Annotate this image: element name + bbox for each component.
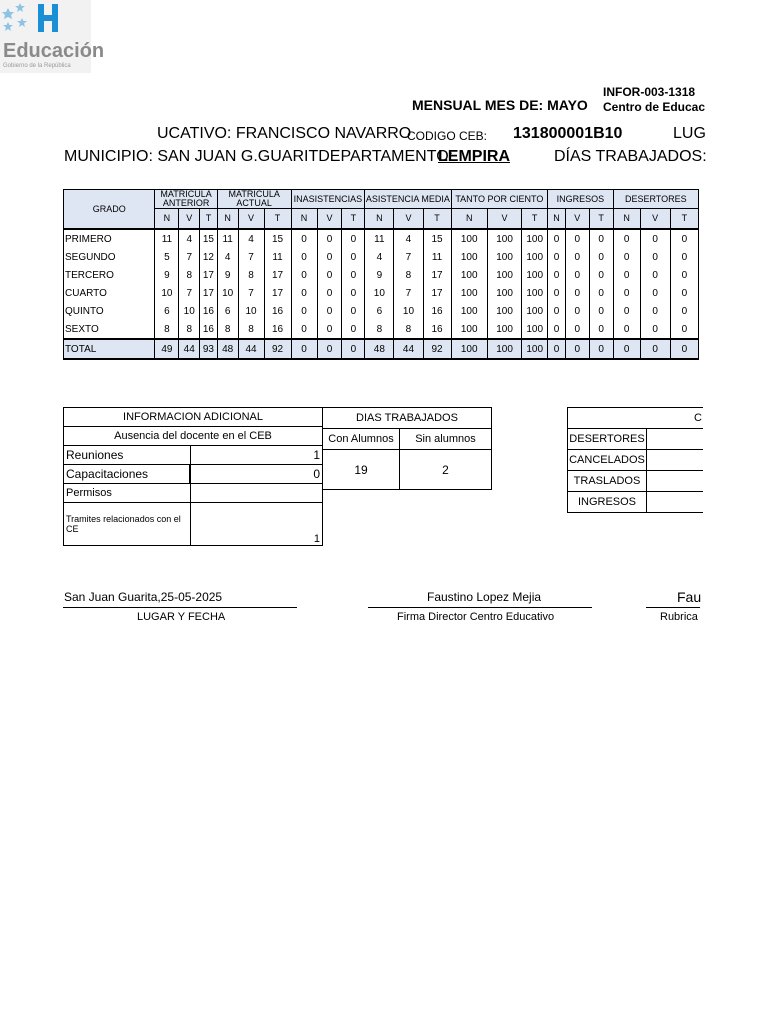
sub-header: V [394,209,423,230]
table-cell: 16 [264,302,291,320]
municipio-label: MUNICIPIO: SAN JUAN G.GUARITDEPARTAMENTO: [64,148,454,165]
rubrica-line [646,607,700,608]
table-cell: 0 [548,320,566,339]
report-title: MENSUAL MES DE: MAYO [412,97,588,113]
table-cell: 10 [394,302,423,320]
group-header: TANTO POR CIENTO [451,190,548,209]
place-date-label: LUGAR Y FECHA [137,611,226,623]
grado-header: GRADO [64,190,155,230]
sub-header: T [342,209,365,230]
info-title: INFORMACION ADICIONAL [64,408,323,427]
table-cell: 12 [200,248,218,266]
table-cell: 7 [238,284,264,302]
con-alumnos-label: Con Alumnos [323,429,400,450]
director-line [368,607,592,608]
place-date-line [63,607,297,608]
table-cell: 0 [342,248,365,266]
table-cell: 0 [317,229,342,248]
table-cell: 0 [548,284,566,302]
table-cell: 11 [423,248,451,266]
grade-label: QUINTO [64,302,155,320]
table-cell: 100 [522,248,548,266]
table-cell: 0 [613,248,640,266]
table-cell: 0 [589,339,613,359]
days-worked-table [322,407,492,490]
sub-header: N [217,209,238,230]
table-cell: 100 [451,266,487,284]
sub-header: V [565,209,589,230]
table-cell: 7 [238,248,264,266]
table-cell: 10 [179,302,200,320]
table-cell: 0 [342,320,365,339]
table-cell: 4 [394,229,423,248]
table-cell: 0 [548,339,566,359]
table-cell: 0 [548,248,566,266]
table-cell: 100 [451,248,487,266]
rubrica-label: Rubrica [660,611,698,623]
table-cell: 0 [291,320,317,339]
table-cell: 0 [565,339,589,359]
table-cell: 0 [317,248,342,266]
table-row [64,284,699,302]
table-row [64,248,699,266]
table-row [64,302,699,320]
sub-header: V [487,209,521,230]
table-cell: 92 [423,339,451,359]
table-cell: 7 [179,248,200,266]
traslados-label: TRASLADOS [568,471,647,492]
table-cell: 0 [613,339,640,359]
table-cell: 0 [291,302,317,320]
table-cell: 0 [613,320,640,339]
table-cell: 15 [200,229,218,248]
grade-label: TOTAL [64,339,155,359]
table-cell: 17 [200,266,218,284]
table-cell: 0 [640,284,670,302]
table-cell: 8 [238,320,264,339]
table-cell: 4 [365,248,394,266]
table-cell: 0 [565,248,589,266]
table-cell: 8 [217,320,238,339]
table-cell: 100 [522,320,548,339]
sub-header: T [589,209,613,230]
reuniones-value: 1 [190,446,322,465]
group-header: INGRESOS [548,190,613,209]
table-cell: 8 [394,266,423,284]
table-cell: 0 [670,320,698,339]
table-cell: 0 [291,229,317,248]
tramites-label: Tramites relacionados con el CE [64,503,191,546]
table-cell: 0 [291,248,317,266]
table-cell: 0 [317,284,342,302]
place-date: San Juan Guarita,25-05-2025 [64,590,223,604]
director-name: Faustino Lopez Mejia [427,590,542,604]
table-cell: 0 [589,302,613,320]
table-cell: 44 [179,339,200,359]
sin-alumnos-label: Sin alumnos [400,429,492,450]
grade-label: CUARTO [64,284,155,302]
table-cell: 0 [613,266,640,284]
table-cell: 6 [217,302,238,320]
grade-label: PRIMERO [64,229,155,248]
table-cell: 8 [394,320,423,339]
dias-trabajados-label: DÍAS TRABAJADOS: [554,148,707,165]
table-cell: 4 [238,229,264,248]
table-cell: 100 [451,284,487,302]
table-cell: 44 [394,339,423,359]
ingresos-label: INGRESOS [568,492,647,513]
sub-header: N [548,209,566,230]
table-cell: 0 [342,339,365,359]
sub-header: N [365,209,394,230]
table-cell: 11 [365,229,394,248]
table-cell: 10 [155,284,179,302]
table-cell: 8 [238,266,264,284]
table-cell: 0 [317,320,342,339]
table-cell: 16 [423,302,451,320]
table-cell: 93 [200,339,218,359]
table-cell: 0 [342,266,365,284]
table-cell: 4 [179,229,200,248]
table-cell: 100 [487,320,521,339]
table-cell: 0 [613,229,640,248]
table-cell: 0 [317,266,342,284]
table-cell: 0 [670,284,698,302]
table-cell: 44 [238,339,264,359]
permisos-value [190,484,322,503]
table-cell: 0 [548,266,566,284]
table-cell: 17 [423,284,451,302]
table-cell: 8 [365,320,394,339]
table-cell: 15 [264,229,291,248]
sub-header: N [291,209,317,230]
table-cell: 100 [522,284,548,302]
table-cell: 0 [670,339,698,359]
table-cell: 0 [589,248,613,266]
con-alumnos-value: 19 [323,450,400,490]
table-cell: 100 [487,302,521,320]
table-cell: 100 [451,339,487,359]
table-cell: 17 [200,284,218,302]
ceb-label: CODIGO CEB: [407,129,488,143]
table-cell: 100 [487,339,521,359]
table-cell: 0 [640,320,670,339]
table-cell: 100 [451,320,487,339]
grade-label: SEGUNDO [64,248,155,266]
sub-header: V [238,209,264,230]
table-cell: 17 [264,266,291,284]
table-cell: 7 [394,284,423,302]
logo-subtext: Gobierno de la República [3,63,71,69]
sub-header: N [451,209,487,230]
table-cell: 16 [264,320,291,339]
table-cell: 8 [155,320,179,339]
table-cell: 0 [565,229,589,248]
table-cell: 0 [640,266,670,284]
form-code: INFOR-003-1318 [603,85,696,99]
director-label: Firma Director Centro Educativo [397,611,555,623]
group-header: MATRICULA ANTERIOR [155,190,217,209]
table-cell: 10 [365,284,394,302]
group-header: MATRICULA ACTUAL [217,190,291,209]
table-cell: 0 [589,266,613,284]
sub-header: T [264,209,291,230]
lugar-label: LUG [673,125,706,142]
group-header: INASISTENCIAS [291,190,365,209]
table-cell: 6 [155,302,179,320]
table-cell: 48 [365,339,394,359]
sub-header: T [200,209,218,230]
group-header: DESERTORES [613,190,698,209]
table-cell: 100 [522,302,548,320]
table-cell: 0 [589,229,613,248]
table-cell: 0 [548,302,566,320]
table-cell: 100 [451,302,487,320]
table-cell: 0 [317,302,342,320]
table-cell: 11 [264,248,291,266]
table-cell: 5 [155,248,179,266]
table-cell: 0 [613,284,640,302]
movement-table [567,407,703,513]
logo-word: Educación [3,40,105,62]
movement-title: C [568,408,704,429]
cancelados-label: CANCELADOS [568,450,647,471]
table-cell: 0 [640,302,670,320]
grade-label: TERCERO [64,266,155,284]
sub-header: N [613,209,640,230]
table-cell: 11 [155,229,179,248]
sub-header: T [423,209,451,230]
table-cell: 7 [394,248,423,266]
table-cell: 100 [522,339,548,359]
table-cell: 49 [155,339,179,359]
table-row [64,266,699,284]
attendance-table [63,189,699,360]
table-cell: 4 [217,248,238,266]
table-cell: 8 [179,320,200,339]
table-cell: 0 [317,339,342,359]
sub-header: V [640,209,670,230]
table-cell: 0 [291,266,317,284]
table-cell: 0 [640,339,670,359]
table-cell: 11 [217,229,238,248]
table-cell: 0 [613,302,640,320]
table-cell: 0 [589,320,613,339]
table-cell: 6 [365,302,394,320]
rubrica-name: Fau [677,589,702,605]
table-cell: 0 [589,284,613,302]
table-cell: 0 [548,229,566,248]
table-cell: 100 [522,266,548,284]
table-cell: 100 [487,284,521,302]
group-header: ASISTENCIA MEDIA [365,190,451,209]
sub-header: V [317,209,342,230]
table-row [64,320,699,339]
logo-h-icon [0,0,91,40]
table-cell: 0 [565,284,589,302]
grade-label: SEXTO [64,320,155,339]
table-cell: 0 [342,284,365,302]
table-cell: 17 [264,284,291,302]
table-cell: 0 [640,229,670,248]
table-cell: 16 [423,320,451,339]
table-cell: 10 [238,302,264,320]
table-cell: 8 [179,266,200,284]
table-cell: 100 [487,229,521,248]
capacitaciones-value: 0 [190,465,322,484]
table-cell: 0 [342,229,365,248]
center-name: UCATIVO: FRANCISCO NAVARRO [157,125,412,142]
table-cell: 92 [264,339,291,359]
sin-alumnos-value: 2 [400,450,492,490]
days-title: DIAS TRABAJADOS [323,408,492,429]
ceb-value: 131800001B10 [513,125,623,142]
table-cell: 17 [423,266,451,284]
sub-header: N [155,209,179,230]
table-cell: 0 [670,248,698,266]
table-cell: 15 [423,229,451,248]
table-cell: 0 [291,284,317,302]
table-cell: 48 [217,339,238,359]
sub-header: T [522,209,548,230]
table-cell: 9 [155,266,179,284]
table-row [64,229,699,248]
reuniones-label: Reuniones [64,446,191,465]
table-cell: 0 [670,302,698,320]
table-cell: 16 [200,302,218,320]
info-subtitle: Ausencia del docente en el CEB [64,427,323,446]
table-cell: 0 [565,266,589,284]
desertores-label: DESERTORES [568,429,647,450]
table-cell: 0 [565,320,589,339]
form-center: Centro de Educac [603,100,706,114]
table-cell: 0 [565,302,589,320]
education-logo [0,0,105,73]
table-cell: 0 [291,339,317,359]
table-cell: 100 [487,266,521,284]
capacitaciones-label: Capacitaciones [64,465,189,483]
table-cell: 100 [487,248,521,266]
table-cell: 9 [365,266,394,284]
permisos-label: Permisos [64,484,191,503]
table-cell: 0 [670,266,698,284]
capacitaciones-cell [64,465,191,484]
sub-header: T [670,209,698,230]
table-cell: 0 [640,248,670,266]
additional-info-table [63,407,323,546]
table-cell: 100 [451,229,487,248]
sub-header: V [179,209,200,230]
table-cell: 16 [200,320,218,339]
table-cell: 0 [670,229,698,248]
table-cell: 10 [217,284,238,302]
departamento-value: LEMPIRA [438,148,510,165]
table-cell: 100 [522,229,548,248]
tramites-value: 1 [190,503,322,546]
table-cell: 7 [179,284,200,302]
table-cell: 9 [217,266,238,284]
table-cell: 0 [342,302,365,320]
table-row [64,339,699,359]
